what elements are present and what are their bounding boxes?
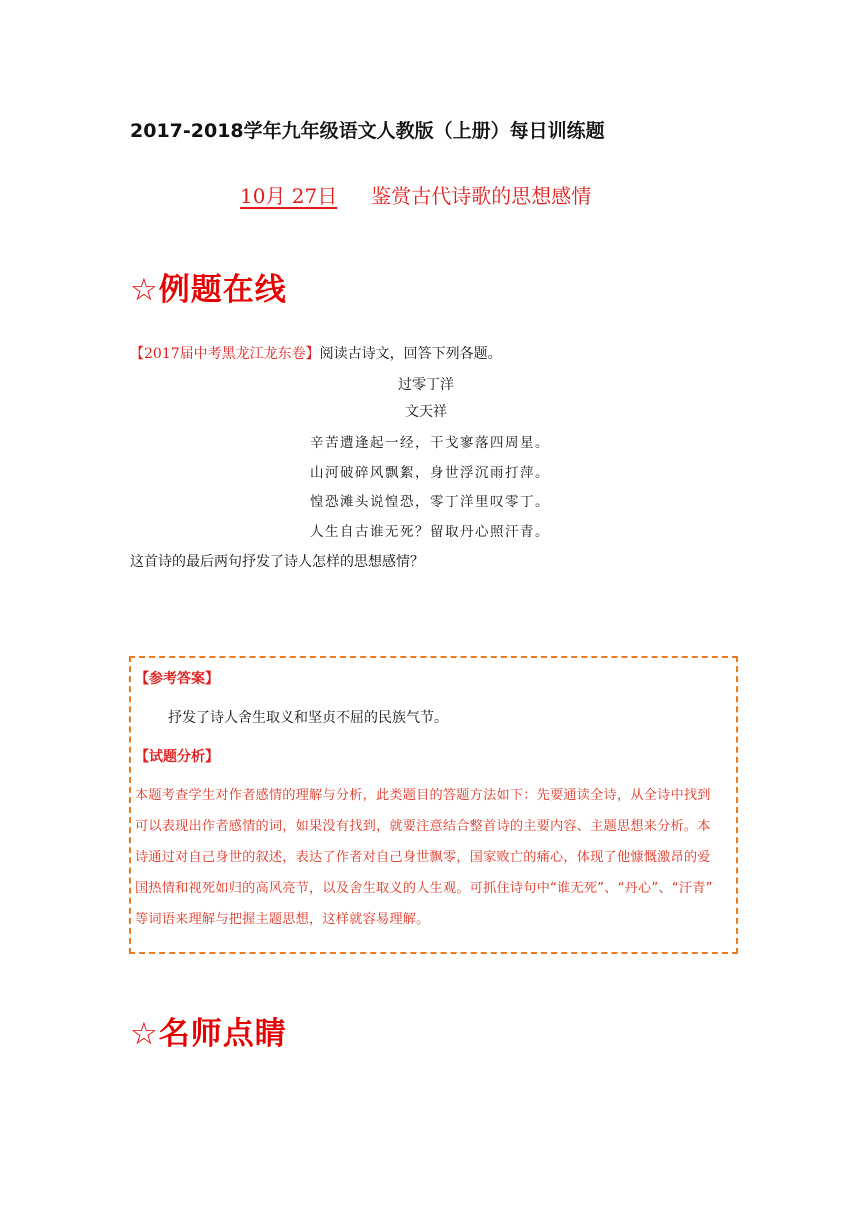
analysis-label: 【试题分析】 (135, 749, 219, 765)
question-source: 【2017届中考黑龙江龙东卷】 (130, 346, 320, 362)
poem-line: 辛苦遭逢起一经，干戈寥落四周星。 (310, 435, 550, 451)
question-prompt: 这首诗的最后两句抒发了诗人怎样的思想感情？ (130, 554, 424, 570)
lesson-subtitle (240, 180, 591, 209)
analysis-line: 诗通过对自己身世的叙述，表达了作者对自己身世飘零，国家败亡的痛心，体现了他慷慨激昂的爱 (135, 850, 711, 865)
poem-author: 文天祥 (405, 404, 447, 420)
analysis-line: 等词语来理解与把握主题思想，这样就容易理解。 (135, 912, 430, 927)
answer-text: 抒发了诗人舍生取义和坚贞不屈的民族气节。 (168, 710, 448, 726)
poem-title: 过零丁洋 (398, 377, 454, 393)
answer-label: 【参考答案】 (135, 671, 219, 687)
analysis-line: 本题考查学生对作者感情的理解与分析，此类题目的答题方法如下：先要通读全诗，从全诗中找到 (135, 788, 711, 803)
poem-line: 惶恐滩头说惶恐，零丁洋里叹零丁。 (310, 494, 550, 510)
page-title: 2017-2018学年九年级语文人教版（上册）每日训练题 (130, 120, 605, 142)
poem-line: 人生自古谁无死？留取丹心照汗青。 (310, 524, 550, 540)
analysis-line: 可以表现出作者感情的词，如果没有找到，就要注意结合整首诗的主要内容、主题思想来分析。本 (135, 819, 711, 834)
question-source-line (130, 343, 502, 363)
lesson-date: 10月 27日 (240, 184, 338, 208)
question-instruction: 阅读古诗文，回答下列各题。 (319, 346, 502, 362)
analysis-line: 国热情和视死如归的高风亮节，以及舍生取义的人生观。可抓住诗句中“谁无死”、“丹心”、“汗青” (135, 881, 713, 896)
analysis-text (135, 780, 713, 935)
poem-line: 山河破碎风飘絮，身世浮沉雨打萍。 (310, 465, 550, 481)
teacher-section-heading: ☆名师点睛 (130, 1016, 287, 1052)
lesson-topic: 鉴赏古代诗歌的思想感情 (371, 184, 592, 208)
example-section-heading: ☆例题在线 (130, 272, 287, 308)
